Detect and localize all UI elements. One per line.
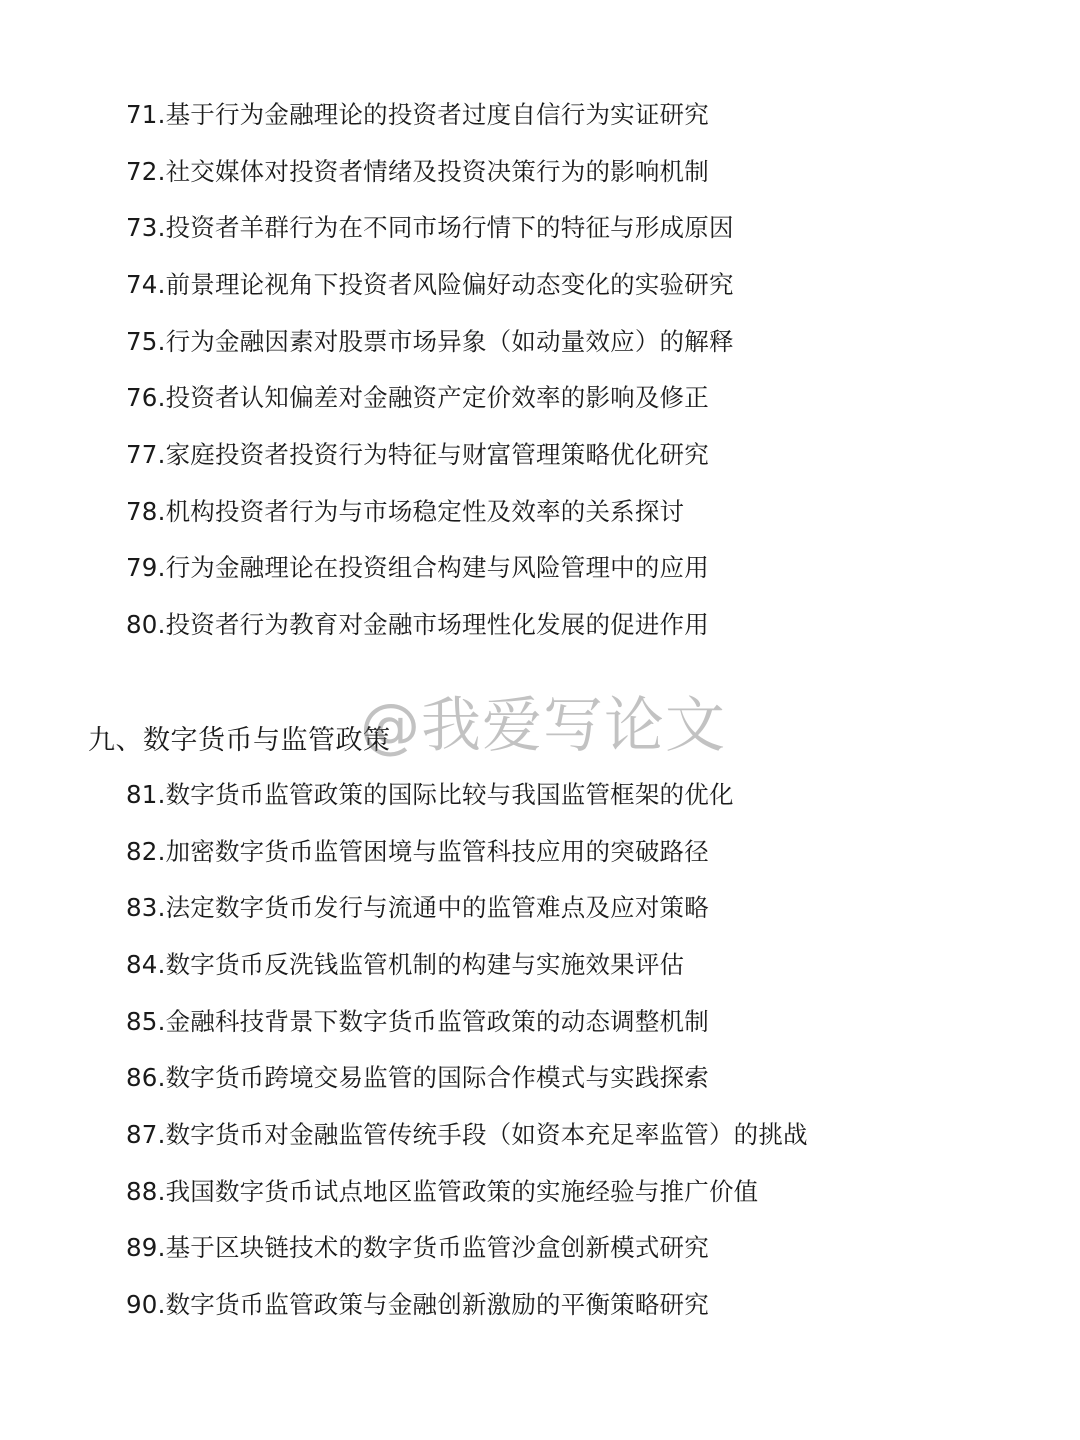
topic-item: 79.行为金融理论在投资组合构建与风险管理中的应用	[126, 553, 709, 583]
topic-item: 72.社交媒体对投资者情绪及投资决策行为的影响机制	[126, 156, 709, 186]
topic-item: 85.金融科技背景下数字货币监管政策的动态调整机制	[126, 1006, 709, 1036]
topic-item: 90.数字货币监管政策与金融创新激励的平衡策略研究	[126, 1289, 709, 1319]
topic-item: 73.投资者羊群行为在不同市场行情下的特征与形成原因	[126, 213, 734, 243]
topic-item: 71.基于行为金融理论的投资者过度自信行为实证研究	[126, 100, 709, 129]
topic-item: 88.我国数字货币试点地区监管政策的实施经验与推广价值	[126, 1176, 759, 1206]
topic-item: 82.加密数字货币监管困境与监管科技应用的突破路径	[126, 836, 709, 866]
topic-item: 76.投资者认知偏差对金融资产定价效率的影响及修正	[126, 383, 709, 413]
topic-item: 87.数字货币对金融监管传统手段（如资本充足率监管）的挑战	[126, 1119, 808, 1149]
topic-item: 74.前景理论视角下投资者风险偏好动态变化的实验研究	[126, 269, 734, 299]
topic-item: 75.行为金融因素对股票市场异象（如动量效应）的解释	[126, 326, 734, 356]
topic-item: 84.数字货币反洗钱监管机制的构建与实施效果评估	[126, 949, 685, 979]
watermark: @我爱写论文	[360, 691, 726, 761]
section-heading: 九、数字货币与监管政策	[88, 725, 391, 756]
topic-list-section-nine	[126, 767, 808, 1334]
topic-list-section-eight	[126, 87, 734, 654]
topic-item: 89.基于区块链技术的数字货币监管沙盒创新模式研究	[126, 1233, 709, 1263]
topic-item: 83.法定数字货币发行与流通中的监管难点及应对策略	[126, 893, 709, 923]
topic-item: 77.家庭投资者投资行为特征与财富管理策略优化研究	[126, 439, 709, 469]
topic-item: 78.机构投资者行为与市场稳定性及效率的关系探讨	[126, 496, 685, 526]
topic-item: 80.投资者行为教育对金融市场理性化发展的促进作用	[126, 609, 709, 639]
topic-item: 86.数字货币跨境交易监管的国际合作模式与实践探索	[126, 1063, 709, 1093]
topic-item: 81.数字货币监管政策的国际比较与我国监管框架的优化	[126, 780, 734, 809]
